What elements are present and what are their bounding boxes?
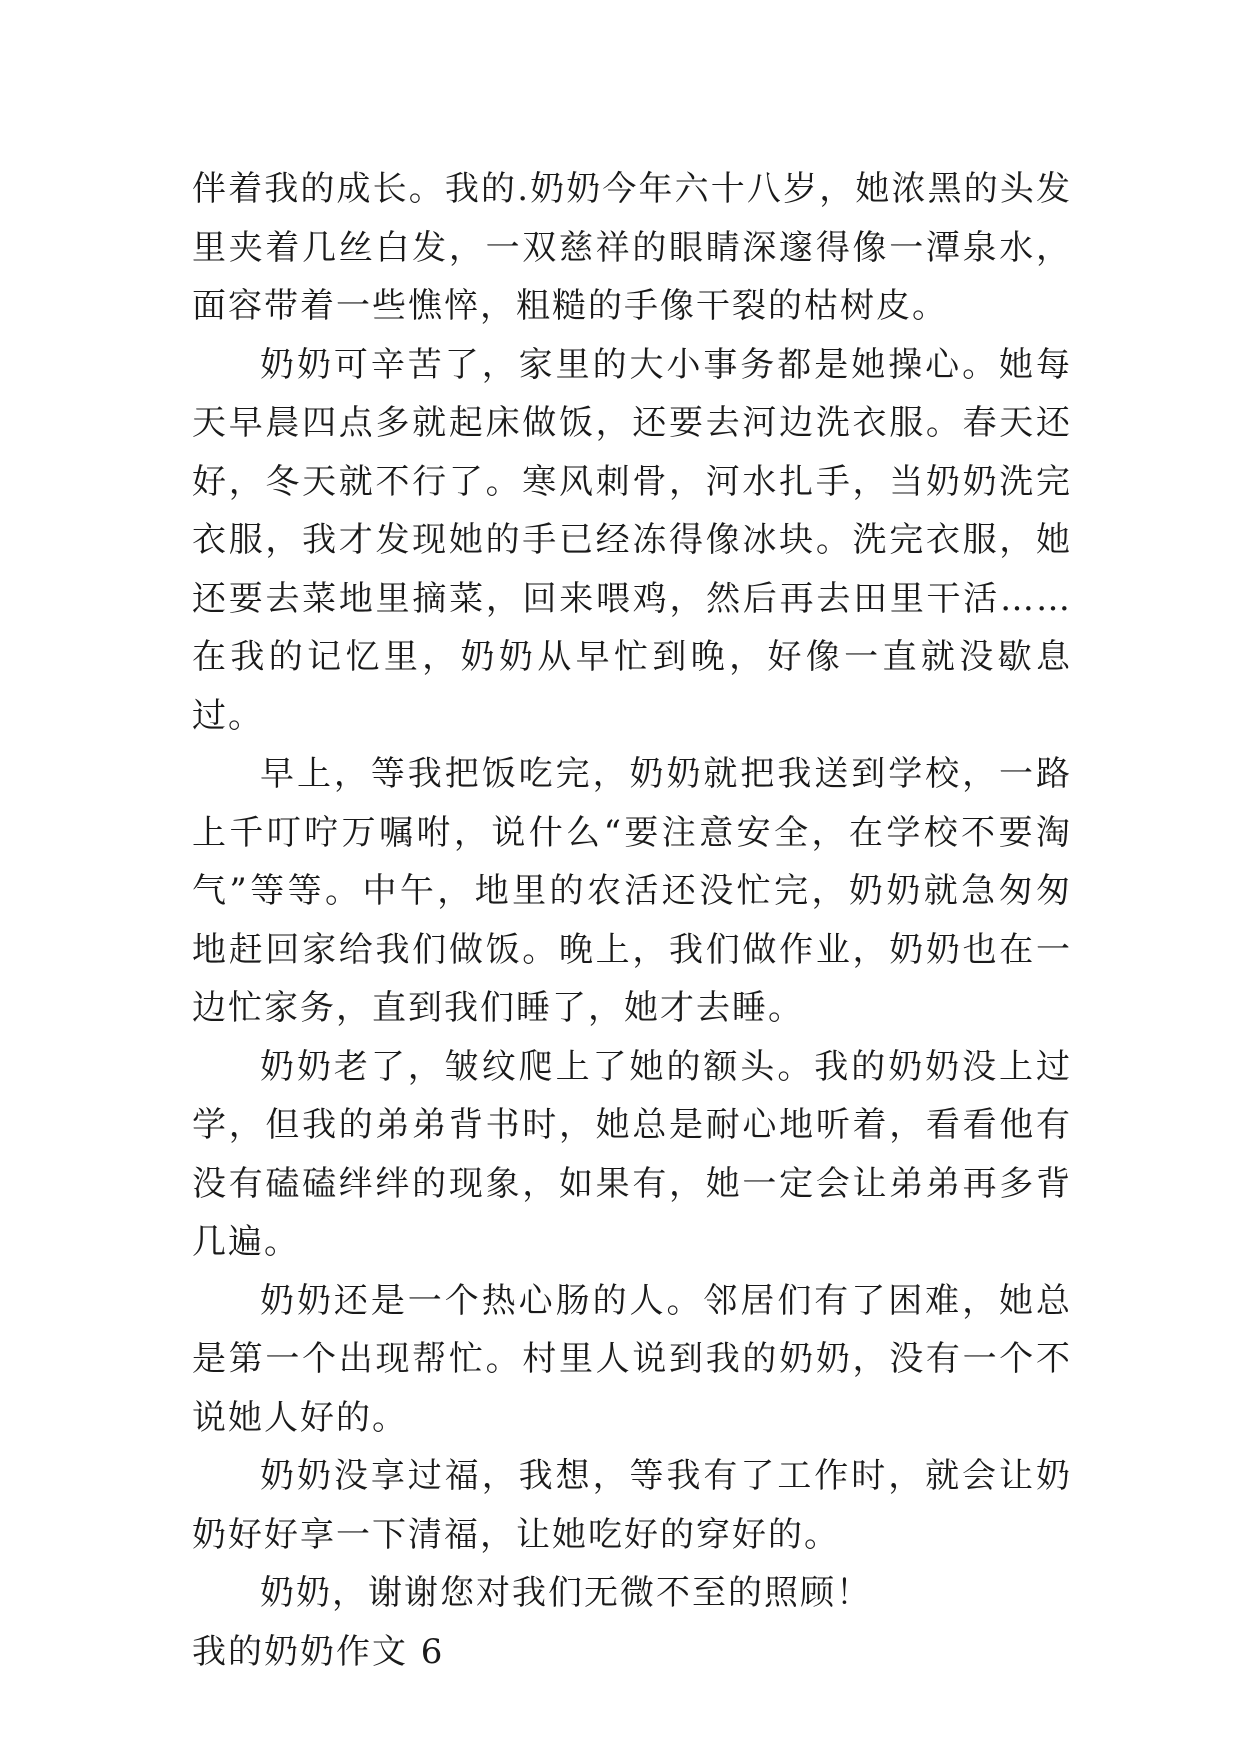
paragraph-grandma-hard-work: 奶奶可辛苦了，家里的大小事务都是她操心。她每天早晨四点多就起床做饭，还要去河边洗衣服。春天还好，冬天就不行了。寒风刺骨，河水扎手，当奶奶洗完衣服，我才发现她的手已经冻得像冰块。洗完衣服，她还要去菜地里摘菜，回来喂鸡，然后再去田里干活……在我的记忆里，奶奶从早忙到晚，好像一直就没歇息过。	[192, 344, 1072, 736]
essay-body	[192, 160, 1072, 1681]
paragraph-daily-care: 早上，等我把饭吃完，奶奶就把我送到学校，一路上千叮咛万嘱咐，说什么“要注意安全，在学校不要淘气”等等。中午，地里的农活还没忙完，奶奶就急匆匆地赶回家给我们做饭。晚上，我们做作业，奶奶也在一边忙家务，直到我们睡了，她才去睡。	[192, 754, 1072, 1028]
paragraph-thanks: 奶奶，谢谢您对我们无微不至的照顾！	[260, 1573, 872, 1613]
paragraph-future-wish: 奶奶没享过福，我想，等我有了工作时，就会让奶奶好好享一下清福，让她吃好的穿好的。	[192, 1456, 1072, 1555]
paragraph-grandma-aging: 奶奶老了，皱纹爬上了她的额头。我的奶奶没上过学，但我的弟弟背书时，她总是耐心地听着，看看他有没有磕磕绊绊的现象，如果有，她一定会让弟弟再多背几遍。	[192, 1046, 1072, 1262]
next-essay-heading: 我的奶奶作文 6	[192, 1631, 445, 1672]
paragraph-warm-hearted: 奶奶还是一个热心肠的人。邻居们有了困难，她总是第一个出现帮忙。村里人说到我的奶奶，没有一个不说她人好的。	[192, 1280, 1072, 1438]
paragraph-continued: 伴着我的成长。我的.奶奶今年六十八岁，她浓黑的头发里夹着几丝白发，一双慈祥的眼睛深邃得像一潭泉水，面容带着一些憔悴，粗糙的手像干裂的枯树皮。	[192, 169, 1072, 326]
